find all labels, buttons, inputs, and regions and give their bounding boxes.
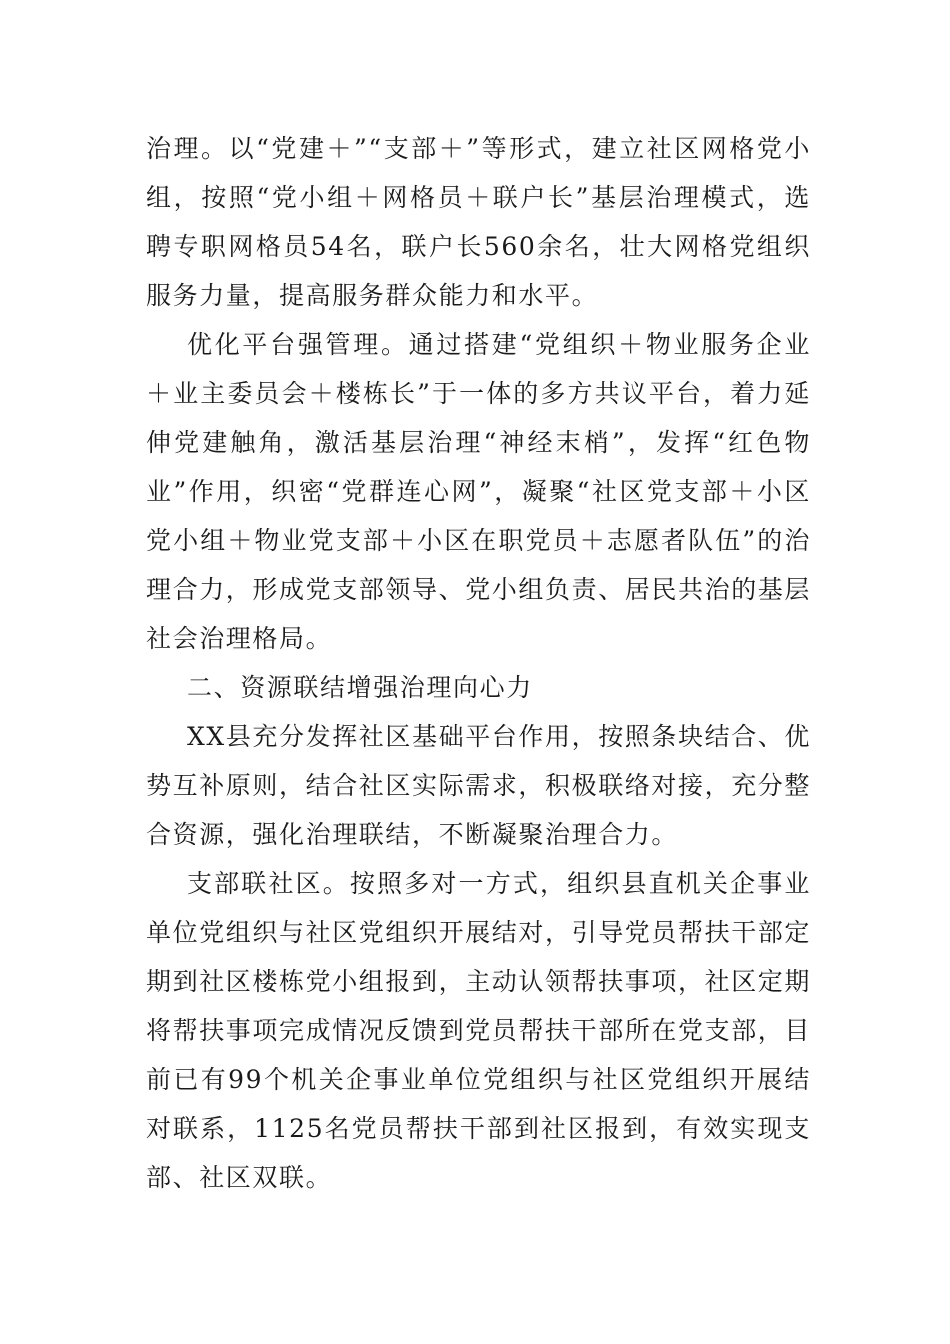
paragraph-platform-management: 优化平台强管理。通过搭建“党组织＋物业服务企业＋业主委员会＋楼栋长”于一体的多方共议平台，着力延伸党建触角，激活基层治理“神经末梢”，发挥“红色物业”作用，织密“党群连心网”，凝聚“社区党支部＋小区党小组＋物业党支部＋小区在职党员＋志愿者队伍”的治理合力，形成党支部领导、党小组负责、居民共治的基层社会治理格局。 <box>146 330 812 653</box>
paragraph-resource-linkage: XX县充分发挥社区基础平台作用，按照条块结合、优势互补原则，结合社区实际需求，积极联络对接，充分整合资源，强化治理联结，不断凝聚治理合力。 <box>146 722 812 849</box>
section-heading: 二、资源联结增强治理向心力 <box>187 673 533 702</box>
paragraph-branch-community: 支部联社区。按照多对一方式，组织县直机关企事业单位党组织与社区党组织开展结对，引导党员帮扶干部定期到社区楼栋党小组报到，主动认领帮扶事项，社区定期将帮扶事项完成情况反馈到党员帮扶干部所在党支部，目前已有99个机关企事业单位党组织与社区党组织开展结对联系，1125名党员帮扶干部到社区报到，有效实现支部、社区双联。 <box>146 869 812 1192</box>
paragraph-continuation: 治理。以“党建＋”“支部＋”等形式，建立社区网格党小组，按照“党小组＋网格员＋联户长”基层治理模式，选聘专职网格员54名，联户长560余名，壮大网格党组织服务力量，提高服务群众能力和水平。 <box>146 134 811 310</box>
document-body <box>146 124 811 1202</box>
